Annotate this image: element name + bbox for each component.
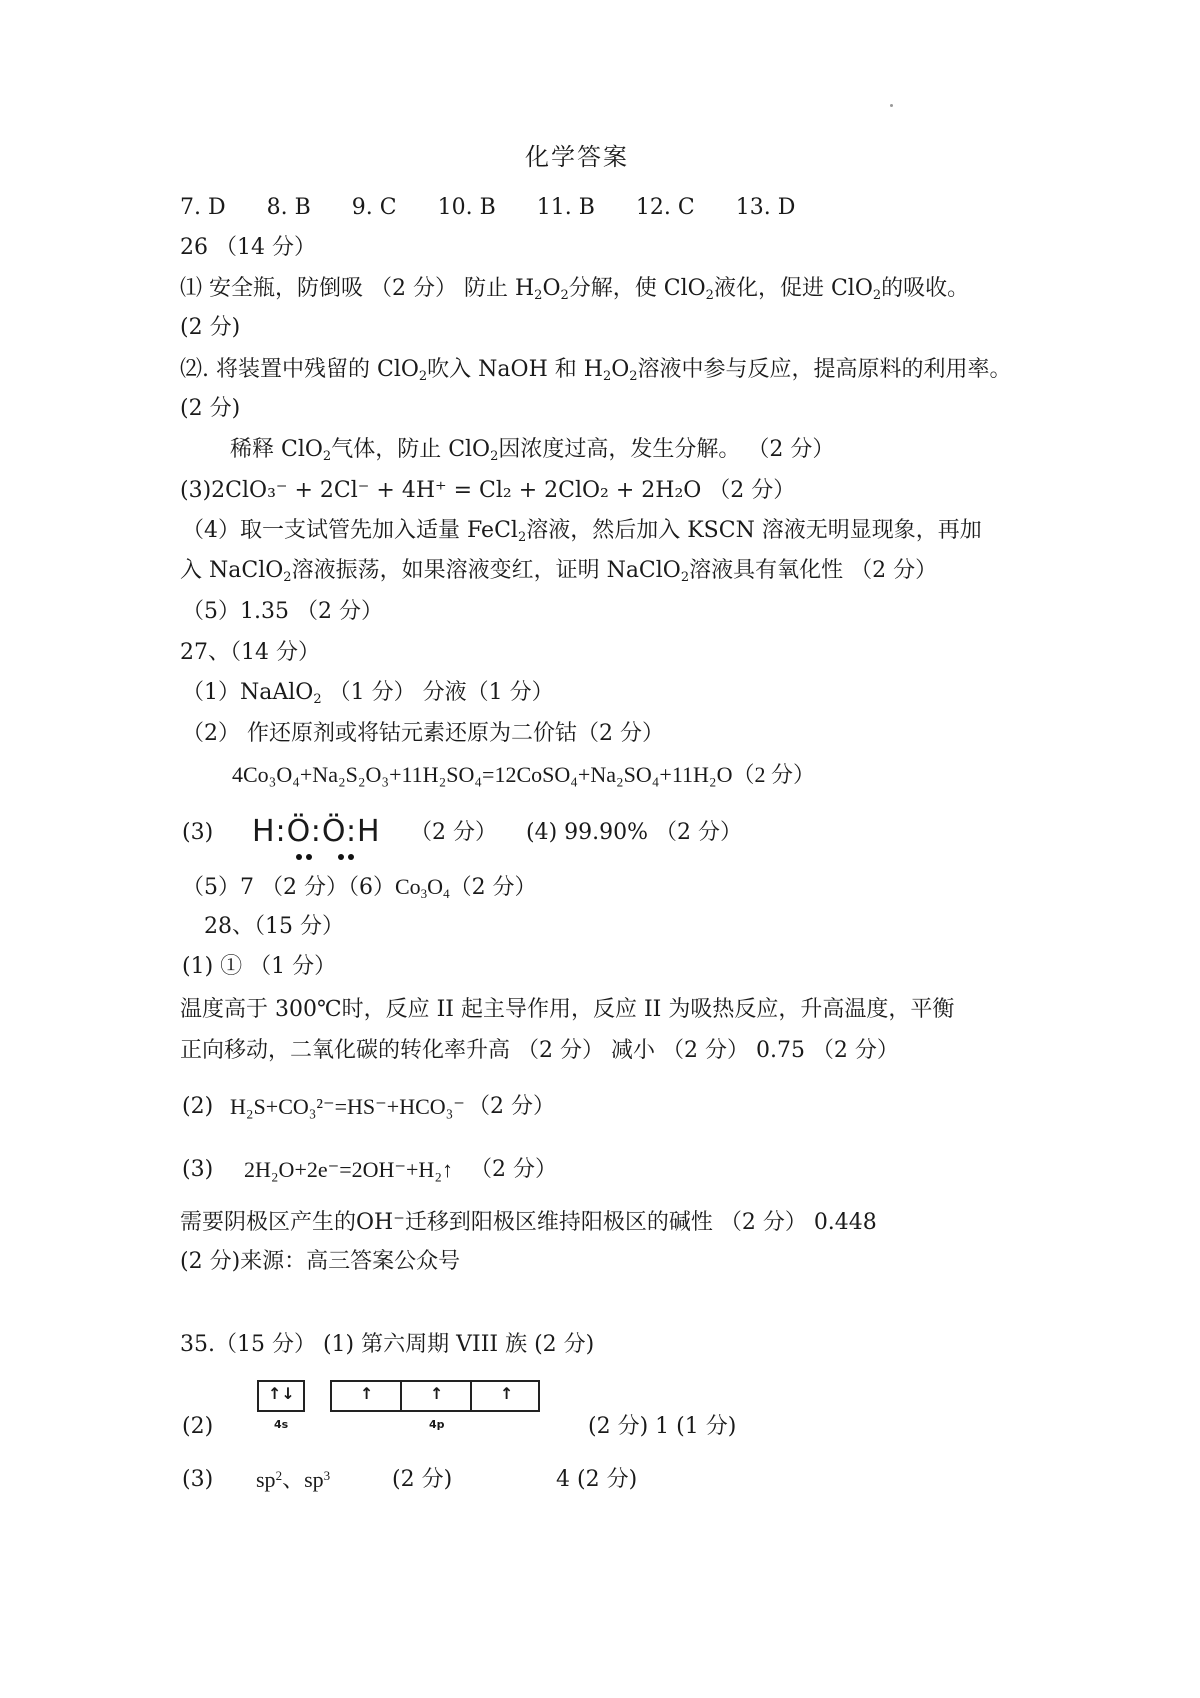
mc-answer: 11. B — [536, 195, 595, 220]
lone-pair-dot — [296, 854, 302, 860]
text: 入 — [180, 558, 209, 583]
q28-part3-equation: 2H₂O+2e⁻=2OH⁻+H₂↑ — [244, 1157, 453, 1182]
q26-part1: ⑴ 安全瓶，防倒吸 （2 分） 防止 $H_2O_2$分解，使 ClO$_2$液化，促进 ClO$_2$的吸收。 — [180, 276, 970, 303]
mc-answer: 9. C — [351, 195, 397, 220]
text: 吹入 NaOH 和 — [427, 357, 584, 382]
orbital-divider — [400, 1380, 402, 1412]
text: ⑴ 安全瓶，防倒吸 （2 分） 防止 — [180, 276, 515, 301]
scan-speck — [890, 104, 893, 107]
q26-heading: 26 （14 分） — [180, 235, 316, 260]
q28-text-line3: 需要阴极区产生的OH⁻迁移到阳极区维持阳极区的碱性 （2 分） 0.448 — [180, 1210, 877, 1235]
text: 的吸收。 — [881, 276, 970, 301]
q35-part3-label: (3) — [182, 1467, 214, 1492]
text: （1 分） 分液（1 分） — [321, 680, 554, 705]
q35-part3-score: (2 分) — [392, 1467, 453, 1492]
text: ⑵. 将装置中残留的 — [180, 357, 377, 382]
q28-part2-equation: H₂S+CO₃²⁻=HS⁻+HCO₃⁻ — [230, 1094, 465, 1119]
orbital-label-4p: 4p — [429, 1418, 445, 1431]
q26-part4-line1: （4）取一支试管先加入适量 FeCl$_2$溶液，然后加入 KSCN 溶液无明显现象，再加 — [182, 518, 982, 545]
q27-equation: 4Co₃O₄+Na₂S₂O₃+11H₂SO₄=12CoSO₄+Na₂SO₄+11H₂O（2 分） — [232, 762, 815, 787]
q28-part2-label: (2) — [182, 1094, 214, 1119]
q28-part3-score: （2 分） — [470, 1157, 557, 1182]
mc-answer: 7. D — [180, 195, 226, 220]
lewis-formula: H:Ö:Ö:H — [252, 814, 381, 849]
q27-part3-label: (3) — [182, 820, 214, 845]
page-title: 化学答案 — [525, 143, 629, 171]
lone-pair-dot — [306, 854, 312, 860]
q27-part4: (4) 99.90% （2 分） — [526, 820, 743, 845]
q26-part5: （5）1.35 （2 分） — [182, 599, 383, 624]
q28-part3-label: (3) — [182, 1157, 214, 1182]
lone-pair-dot — [348, 854, 354, 860]
text: 气体，防止 — [331, 437, 449, 462]
text: 溶液中参与反应，提高原料的利用率。 — [637, 357, 1012, 382]
spin-up-arrow: ↑ — [360, 1384, 374, 1403]
text: 液化，促进 — [713, 276, 831, 301]
text: （5）7 （2 分）（6） — [182, 875, 395, 900]
q26-part2: ⑵. 将装置中残留的 ClO$_2$吹入 NaOH 和 $H_2O_2$溶液中参与反应，提高原料的利用率。 — [180, 357, 1012, 384]
orbital-divider — [470, 1380, 472, 1412]
q26-part2-score: (2 分) — [180, 396, 241, 421]
mc-answer: 12. C — [635, 195, 695, 220]
mc-answer: 10. B — [437, 195, 496, 220]
q27-part2: （2） 作还原剂或将钴元素还原为二价钴（2 分） — [182, 721, 664, 746]
text: 稀释 — [230, 437, 281, 462]
q35-part2-label: (2) — [182, 1414, 214, 1439]
q28-text-line4: (2 分)来源：高三答案公众号 — [180, 1249, 461, 1274]
q28-text-line1: 温度高于 300℃时，反应 II 起主导作用，反应 II 为吸热反应，升高温度，平衡 — [180, 997, 955, 1022]
text: （4）取一支试管先加入适量 — [182, 518, 467, 543]
q26-part2b: 稀释 ClO$_2$气体，防止 ClO$_2$因浓度过高，发生分解。 （2 分） — [230, 437, 835, 464]
spin-pair-arrows: ↑↓ — [268, 1384, 295, 1403]
text: （1） — [182, 680, 240, 705]
text: 分解，使 — [568, 276, 664, 301]
text: 溶液，然后加入 KSCN 溶液无明显现象，再加 — [526, 518, 982, 543]
q28-part1: (1) ① （1 分） — [182, 954, 337, 979]
lewis-structure-h2o2 — [252, 814, 392, 860]
text: 溶液具有氧化性 （2 分） — [689, 558, 938, 583]
mc-answer: 8. B — [266, 195, 311, 220]
q28-part2-score: （2 分） — [468, 1094, 555, 1119]
text: 溶液振荡，如果溶液变红，证明 — [291, 558, 607, 583]
q26-part1-score: (2 分) — [180, 315, 241, 340]
mc-answer: 13. D — [735, 195, 796, 220]
orbital-label-4s: 4s — [274, 1418, 289, 1431]
spin-up-arrow: ↑ — [430, 1384, 444, 1403]
q35-part2-rest: (2 分) 1 (1 分) — [588, 1414, 737, 1439]
q27-heading: 27、（14 分） — [180, 640, 320, 665]
q35-part3-hybrid: $sp^2$、$sp^3$ — [256, 1467, 331, 1492]
spin-up-arrow: ↑ — [500, 1384, 514, 1403]
q27-part5-6: （5）7 （2 分）$(6)Co_3O_4(2$ 分） — [182, 874, 537, 901]
mc-answers — [180, 193, 795, 223]
q28-text-line2: 正向移动，二氧化碳的转化率升高 （2 分） 减小 （2 分） 0.75 （2 分） — [180, 1038, 899, 1063]
q26-part3: (3)2ClO₃⁻ + 2Cl⁻ + 4H⁺ = Cl₂ + 2ClO₂ + 2H₂O （2 分） — [180, 478, 796, 503]
q27-part3-score: （2 分） — [410, 820, 497, 845]
q35-part3-answer: 4 (2 分) — [556, 1467, 638, 1492]
q27-part1: （1）NaAlO$_2$ （1 分） 分液（1 分） — [182, 680, 554, 707]
lone-pair-dot — [338, 854, 344, 860]
text: （2 分） — [449, 875, 537, 900]
q35-heading: 35.（15 分） (1) 第六周期 VIII 族 (2 分) — [180, 1332, 595, 1357]
q28-heading: 28、（15 分） — [204, 914, 344, 939]
text: 因浓度过高，发生分解。 （2 分） — [498, 437, 835, 462]
q26-part4-line2: 入 NaClO$_2$溶液振荡，如果溶液变红，证明 NaClO$_2$溶液具有氧化性 （2 分） — [180, 558, 938, 585]
